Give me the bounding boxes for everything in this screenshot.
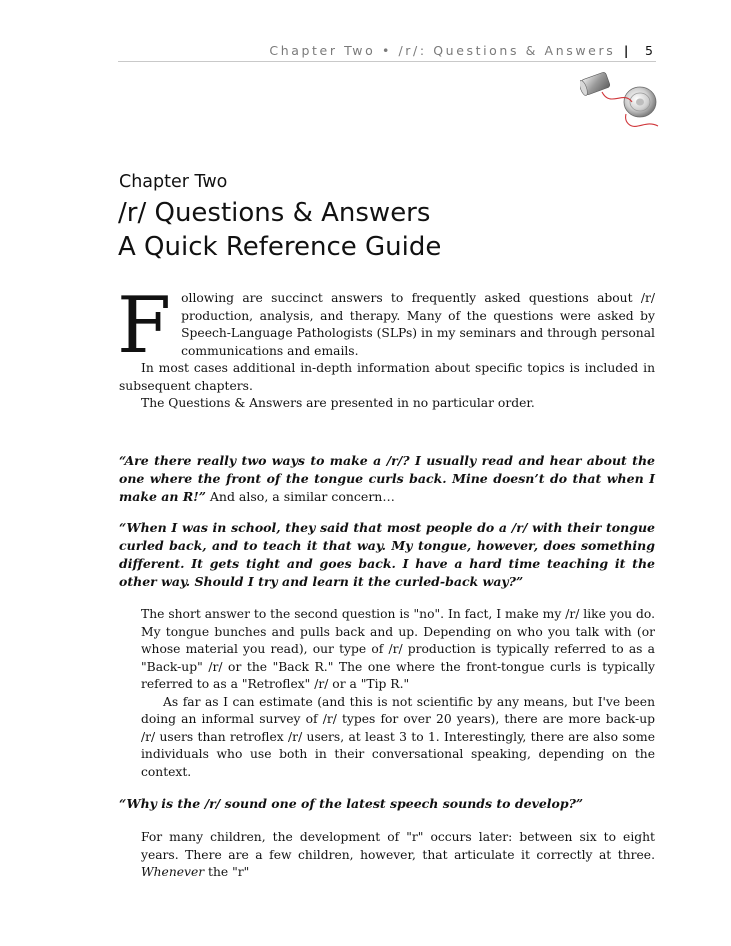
running-title: Chapter Two • /r/: Questions & Answers <box>269 43 616 58</box>
question-3-text: “Why is the /r/ sound one of the latest speech sounds to develop?” <box>119 796 584 811</box>
intro-section <box>117 281 655 413</box>
question-2-text: “When I was in school, they said that most people do a /r/ with their tongue curled back, and to teach it that way. My tongue, however, does something different. It gets tight and goes back. I have a hard time teaching it the other way. Should I try and learn it the curled-back way?” <box>119 520 655 589</box>
chapter-label: Chapter Two <box>119 172 228 192</box>
chapter-title-line-2: A Quick Reference Guide <box>118 232 442 262</box>
question-1-text <box>119 452 655 506</box>
question-3 <box>119 795 655 813</box>
answer-3 <box>119 829 655 882</box>
answer-3-emphasis: Whenever <box>141 865 205 879</box>
header-rule <box>118 61 656 62</box>
chapter-title <box>118 196 441 264</box>
answer-1-paragraph-1: The short answer to the second question is "no". In fact, I make my /r/ like you do. My tongue bunches and pulls back and up. Depending on who you talk with (or whose material you read), our type of /r/ production is typically referred to as a "Back-up" /r/ or the "Back R." The one where the front-tongue curls is typically referred to as a "Retroflex" /r/ or a "Tip R." <box>141 607 655 691</box>
answer-1-paragraph-2: As far as I can estimate (and this is not scientific by any means, but I've been doing an informal survey of /r/ types for over 20 years), there are more back-up /r/ users than retroflex /r/ users, at least 3 to 1. Interestingly, there are also some individuals who use both in their conversational speaking, depending on the context. <box>141 694 655 779</box>
question-1 <box>119 452 655 506</box>
answer-3-paragraph-1 <box>141 829 655 882</box>
intro-paragraph-1 <box>117 281 655 371</box>
intro-paragraph-1-text: ollowing are succinct answers to frequently asked questions about /r/ production, analysis, and therapy. Many of the questions were asked by Speech-Language Pathologists (SLPs) in my seminars and through personal communications and emails. <box>181 291 655 358</box>
header-separator: | <box>623 43 629 58</box>
tin-can-telephone-icon <box>580 68 662 130</box>
question-2 <box>119 519 655 591</box>
intro-paragraph-2: In most cases additional in-depth information about specific topics is included in subsequent chapters. <box>119 361 655 393</box>
chapter-title-line-1: /r/ Questions & Answers <box>118 198 431 228</box>
running-header <box>269 43 653 58</box>
page-number: 5 <box>645 43 653 58</box>
intro-paragraph-3: The Questions & Answers are presented in no particular order. <box>141 396 535 410</box>
question-1-quote: “Are there really two ways to make a /r/? I usually read and hear about the one where the front of the tongue curls back. Mine doesn’t do that when I make an R!” <box>119 453 655 504</box>
answer-3-text-start: For many children, the development of "r" occurs later: between six to eight years. There are a few children, however, that articulate it correctly at three. <box>141 830 655 862</box>
drop-cap: F <box>117 281 172 371</box>
answer-3-text-end: the "r" <box>204 865 250 879</box>
answer-1 <box>119 606 655 781</box>
question-1-tail: And also, a similar concern… <box>205 489 395 504</box>
